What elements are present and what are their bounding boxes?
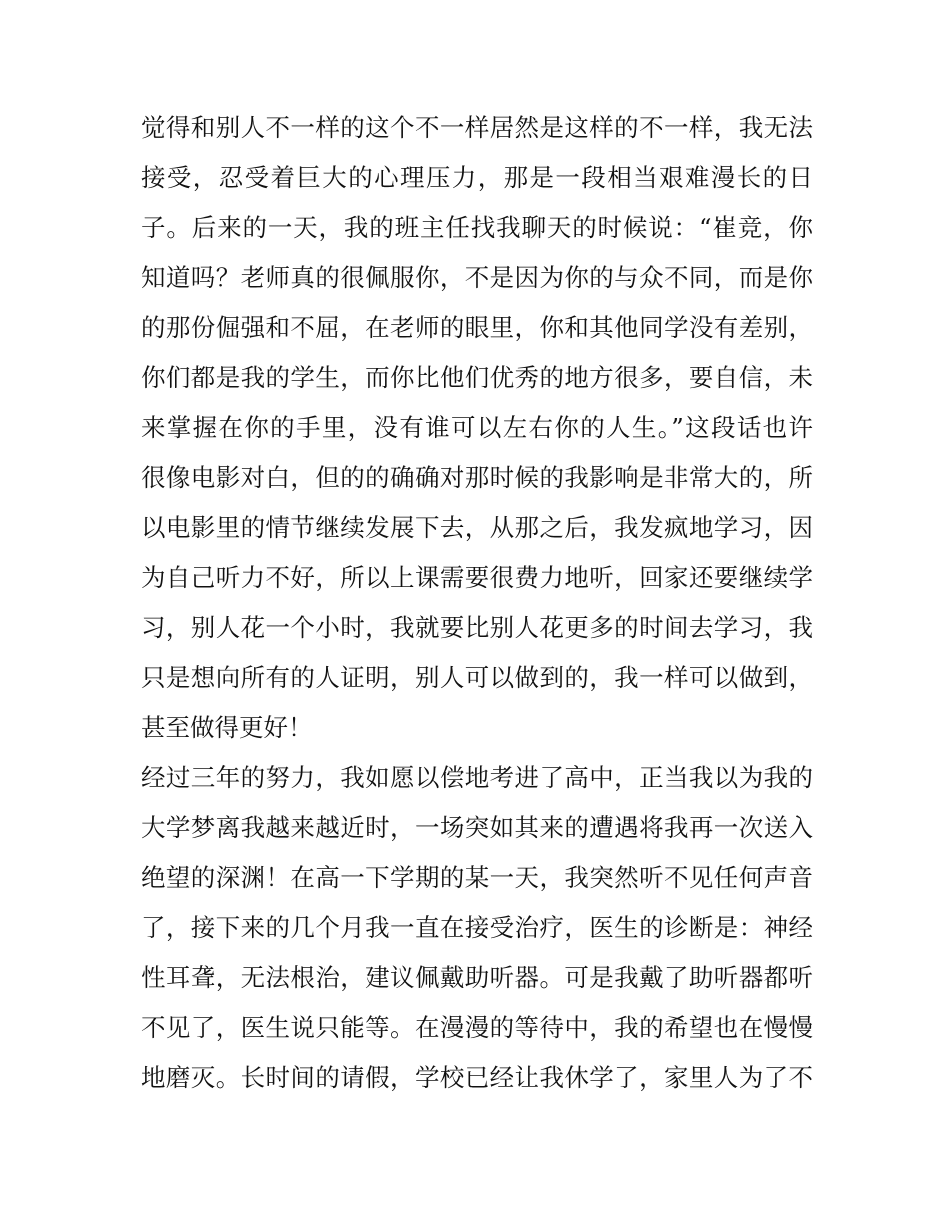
- text-line: 绝望的深渊！在高一下学期的某一天，我突然听不见任何声音: [141, 863, 813, 892]
- text-line: 来掌握在你的手里，没有谁可以左右你的人生。”这段话也许: [141, 413, 813, 442]
- text-line: 子。后来的一天，我的班主任找我聊天的时候说：“崔竞，你: [141, 213, 813, 242]
- text-line: 地磨灭。长时间的请假，学校已经让我休学了，家里人为了不: [141, 1063, 813, 1092]
- text-line: 知道吗？老师真的很佩服你，不是因为你的与众不同，而是你: [141, 263, 813, 292]
- text-line: 觉得和别人不一样的这个不一样居然是这样的不一样，我无法: [141, 113, 813, 142]
- text-line: 习，别人花一个小时，我就要比别人花更多的时间去学习，我: [141, 613, 813, 642]
- text-line: 经过三年的努力，我如愿以偿地考进了高中，正当我以为我的: [141, 763, 813, 792]
- text-line: 性耳聋，无法根治，建议佩戴助听器。可是我戴了助听器都听: [141, 963, 813, 992]
- body-text: [141, 103, 813, 1103]
- text-line: 只是想向所有的人证明，别人可以做到的，我一样可以做到，: [141, 663, 813, 692]
- text-line: 大学梦离我越来越近时，一场突如其来的遭遇将我再一次送入: [141, 813, 813, 842]
- text-line: 接受，忍受着巨大的心理压力，那是一段相当艰难漫长的日: [141, 163, 813, 192]
- text-line: 甚至做得更好！: [141, 713, 313, 742]
- text-line: 的那份倔强和不屈，在老师的眼里，你和其他同学没有差别，: [141, 313, 813, 342]
- text-line: 很像电影对白，但的的确确对那时候的我影响是非常大的，所: [141, 463, 813, 492]
- paragraph-2: [141, 753, 813, 1103]
- paragraph-1: [141, 103, 813, 753]
- text-line: 你们都是我的学生，而你比他们优秀的地方很多，要自信，未: [141, 363, 813, 392]
- text-line: 以电影里的情节继续发展下去，从那之后，我发疯地学习，因: [141, 513, 813, 542]
- text-line: 了，接下来的几个月我一直在接受治疗，医生的诊断是：神经: [141, 913, 813, 942]
- text-line: 为自己听力不好，所以上课需要很费力地听，回家还要继续学: [141, 563, 813, 592]
- text-line: 不见了，医生说只能等。在漫漫的等待中，我的希望也在慢慢: [141, 1013, 813, 1042]
